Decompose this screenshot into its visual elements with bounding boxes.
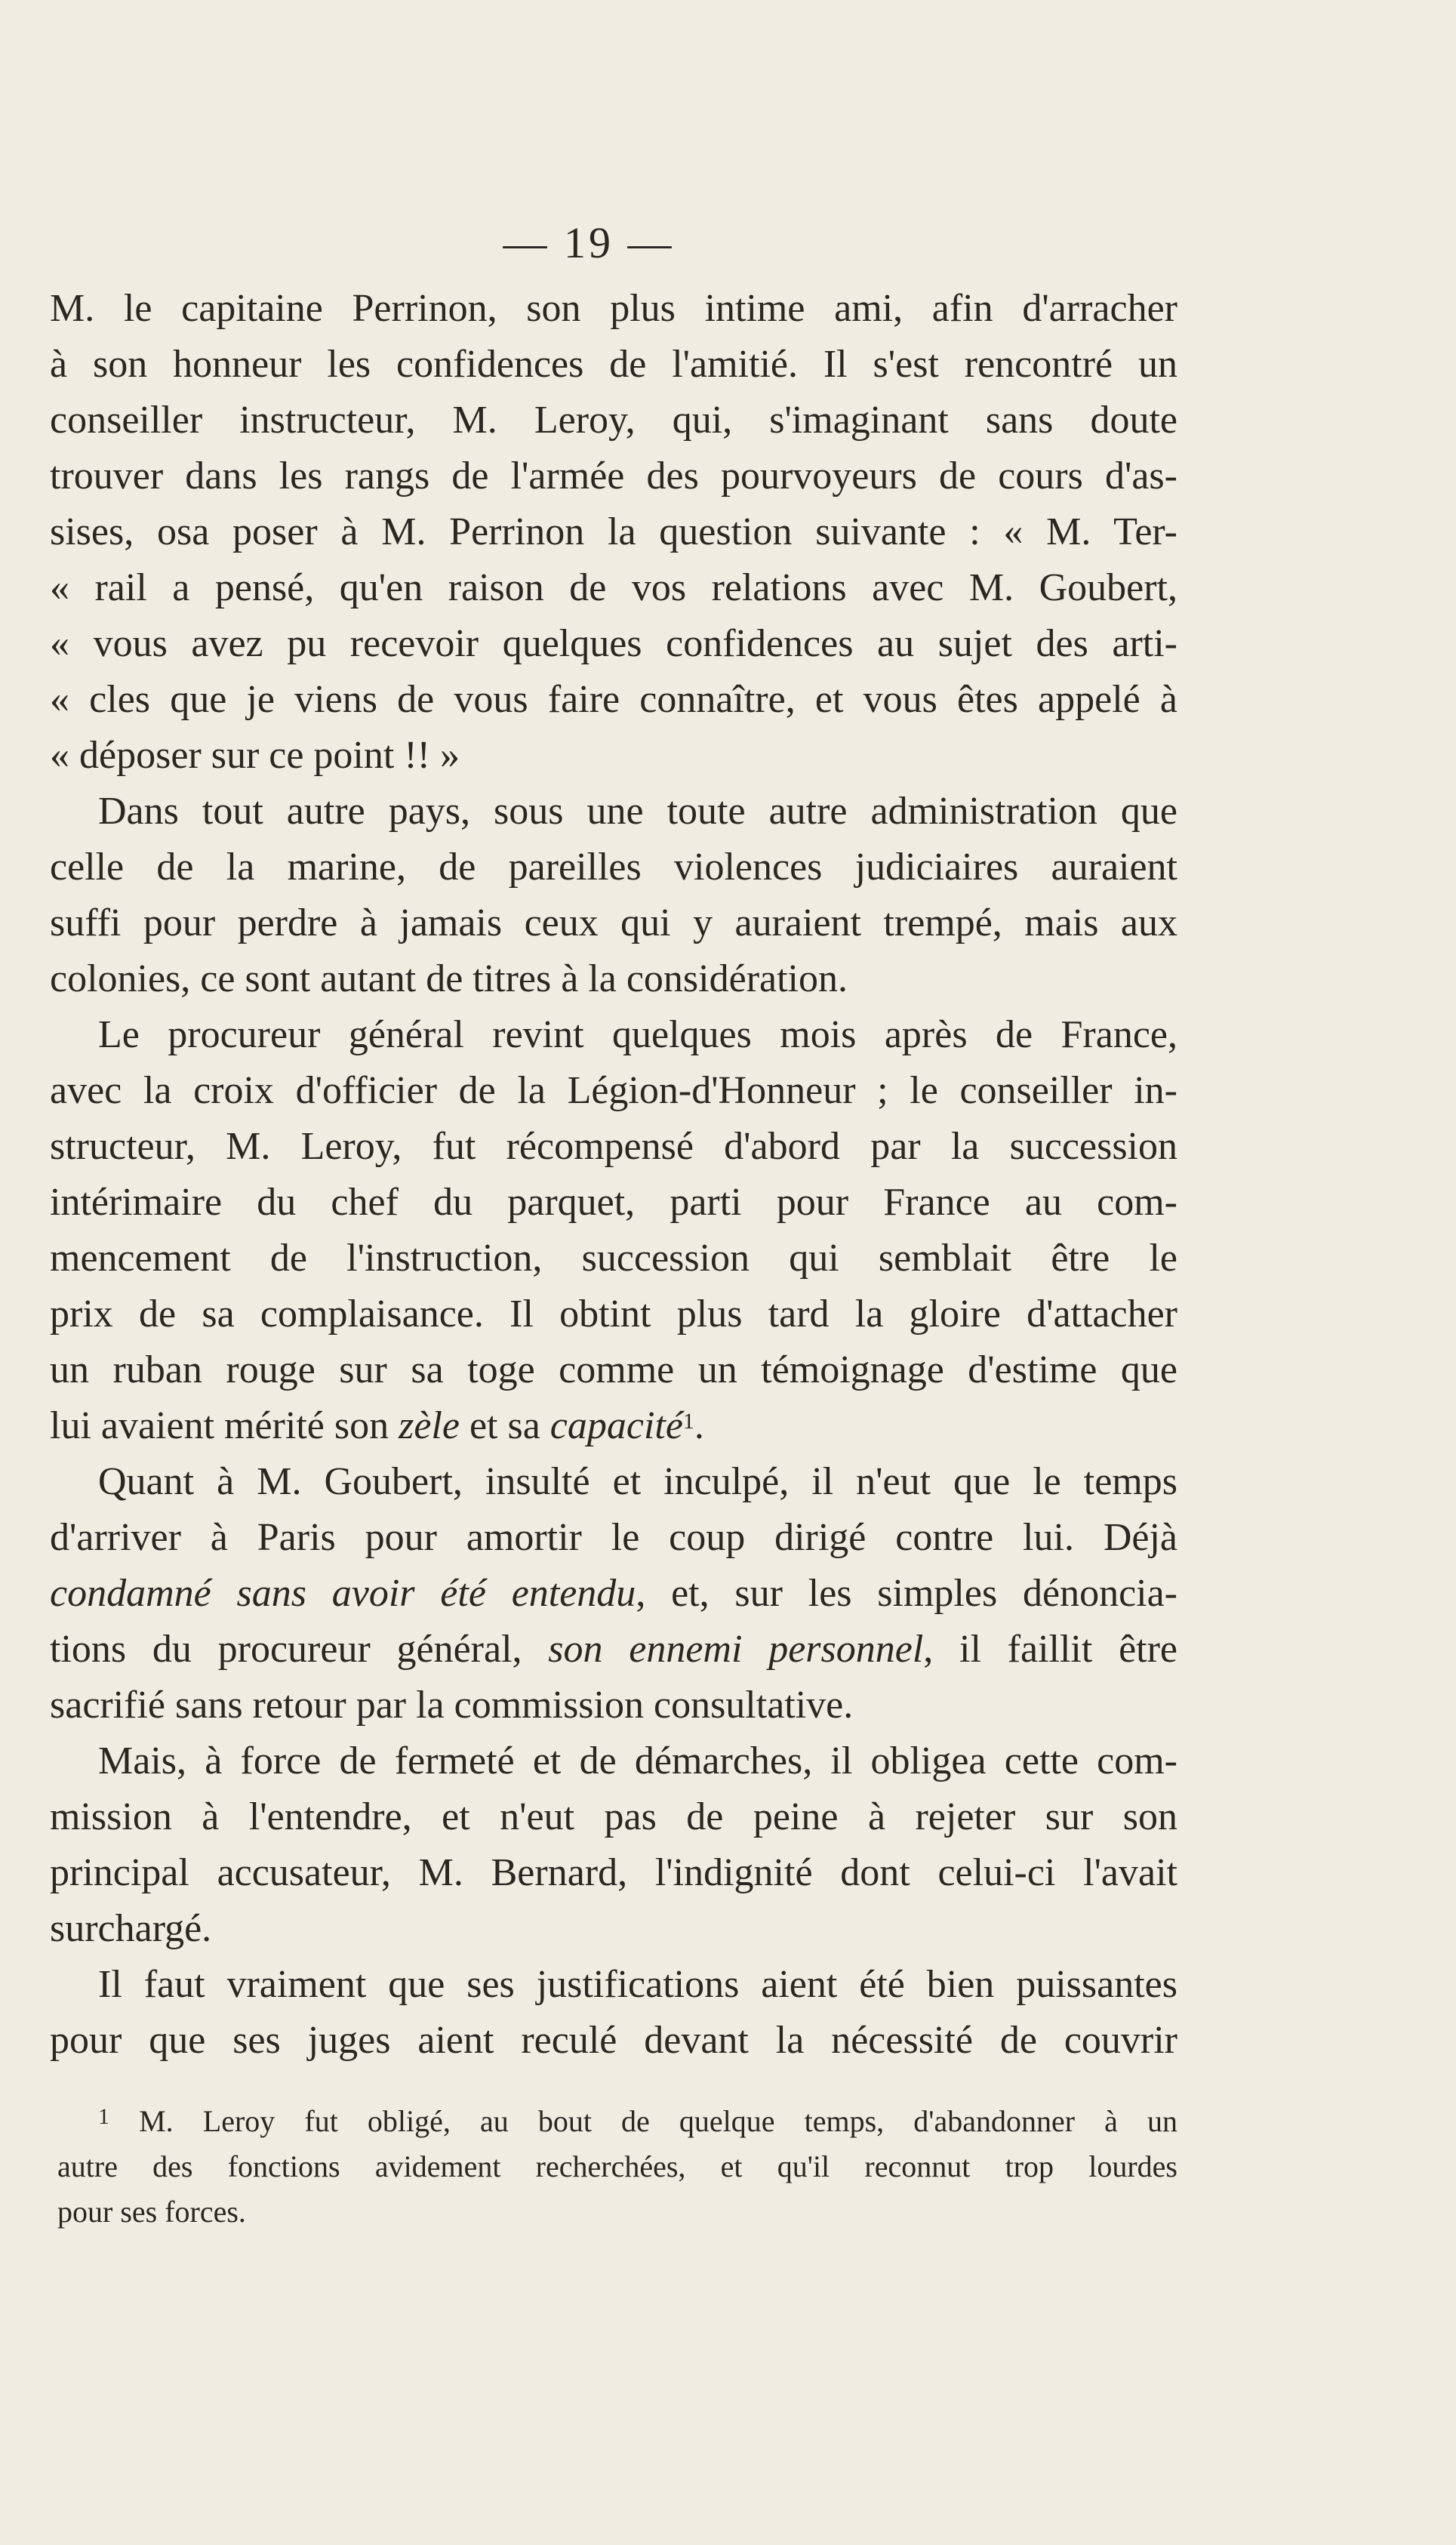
- text-run: , il faillit être: [923, 1628, 1177, 1671]
- text-line: « vous avez pu recevoir quelques confidences au sujet des arti-: [50, 622, 1177, 665]
- text-line: mencement de l'instruction, succession qui semblait être le: [50, 1237, 1177, 1280]
- text-line: [50, 1622, 1177, 1678]
- footnote-line: [98, 2099, 1177, 2144]
- text-line: prix de sa complaisance. Il obtint plus tard la gloire d'attacher: [50, 1293, 1177, 1336]
- text-line: [50, 1398, 1177, 1454]
- footnote-text: M. Leroy fut obligé, au bout de quelque temps, d'abandonner à un: [109, 2104, 1177, 2138]
- footnote-marker: 1: [98, 2104, 109, 2129]
- page-number: — 19 —: [503, 218, 675, 267]
- text-line: intérimaire du chef du parquet, parti pour France au com-: [50, 1181, 1177, 1224]
- text-line: colonies, ce sont autant de titres à la considération.: [50, 957, 848, 1000]
- text-line: [50, 1566, 1177, 1622]
- text-line: Mais, à force de fermeté et de démarches, il obligea cette com-: [98, 1739, 1177, 1782]
- text-line: trouver dans les rangs de l'armée des pourvoyeurs de cours d'as-: [50, 454, 1177, 498]
- text-line: à son honneur les confidences de l'amitié. Il s'est rencontré un: [50, 343, 1177, 386]
- footnote-line: autre des fonctions avidement recherchées, et qu'il reconnut trop lourdes: [57, 2149, 1177, 2183]
- text-run: et sa: [459, 1404, 550, 1447]
- text-line: Dans tout autre pays, sous une toute autre administration que: [98, 790, 1177, 833]
- text-line: un ruban rouge sur sa toge comme un témoignage d'estime que: [50, 1348, 1177, 1391]
- italic-text: condamné sans avoir été entendu: [50, 1572, 636, 1615]
- text-line: Le procureur général revint quelques mois après de France,: [98, 1013, 1177, 1056]
- text-line: « cles que je viens de vous faire connaître, et vous êtes appelé à: [50, 678, 1177, 721]
- text-line: « rail a pensé, qu'en raison de vos relations avec M. Goubert,: [50, 566, 1177, 609]
- text-line: mission à l'entendre, et n'eut pas de peine à rejeter sur son: [50, 1795, 1177, 1838]
- text-line: Il faut vraiment que ses justifications aient été bien puissantes: [98, 1963, 1177, 2006]
- text-line: pour que ses juges aient reculé devant la nécessité de couvrir: [50, 2019, 1177, 2062]
- text-line: suffi pour perdre à jamais ceux qui y auraient trempé, mais aux: [50, 901, 1177, 944]
- text-run: tions du procureur général,: [50, 1628, 549, 1671]
- text-run: .: [694, 1404, 704, 1447]
- text-line: M. le capitaine Perrinon, son plus intime ami, afin d'arracher: [50, 287, 1177, 330]
- italic-text: zèle: [399, 1404, 460, 1447]
- text-line: structeur, M. Leroy, fut récompensé d'abord par la succession: [50, 1125, 1177, 1168]
- text-line: celle de la marine, de pareilles violences judiciaires auraient: [50, 846, 1177, 889]
- text-line: conseiller instructeur, M. Leroy, qui, s'imaginant sans doute: [50, 399, 1177, 442]
- text-line: avec la croix d'officier de la Légion-d'Honneur ; le conseiller in-: [50, 1069, 1177, 1112]
- text-run: , et, sur les simples dénoncia-: [636, 1572, 1177, 1615]
- footnote-ref: 1: [682, 1409, 694, 1434]
- text-line: Quant à M. Goubert, insulté et inculpé, il n'eut que le temps: [98, 1460, 1177, 1503]
- text-line: sises, osa poser à M. Perrinon la question suivante : « M. Ter-: [50, 510, 1177, 553]
- text-line: d'arriver à Paris pour amortir le coup dirigé contre lui. Déjà: [50, 1516, 1177, 1559]
- text-line: « déposer sur ce point !! »: [50, 734, 460, 777]
- footnote-line: pour ses forces.: [57, 2195, 246, 2229]
- text-line: sacrifié sans retour par la commission consultative.: [50, 1684, 854, 1727]
- text-line: surchargé.: [50, 1907, 212, 1950]
- italic-text: son ennemi personnel: [548, 1628, 924, 1671]
- text-run: lui avaient mérité son: [50, 1404, 399, 1447]
- italic-text: capacité: [549, 1404, 683, 1447]
- text-line: principal accusateur, M. Bernard, l'indignité dont celui-ci l'avait: [50, 1851, 1177, 1894]
